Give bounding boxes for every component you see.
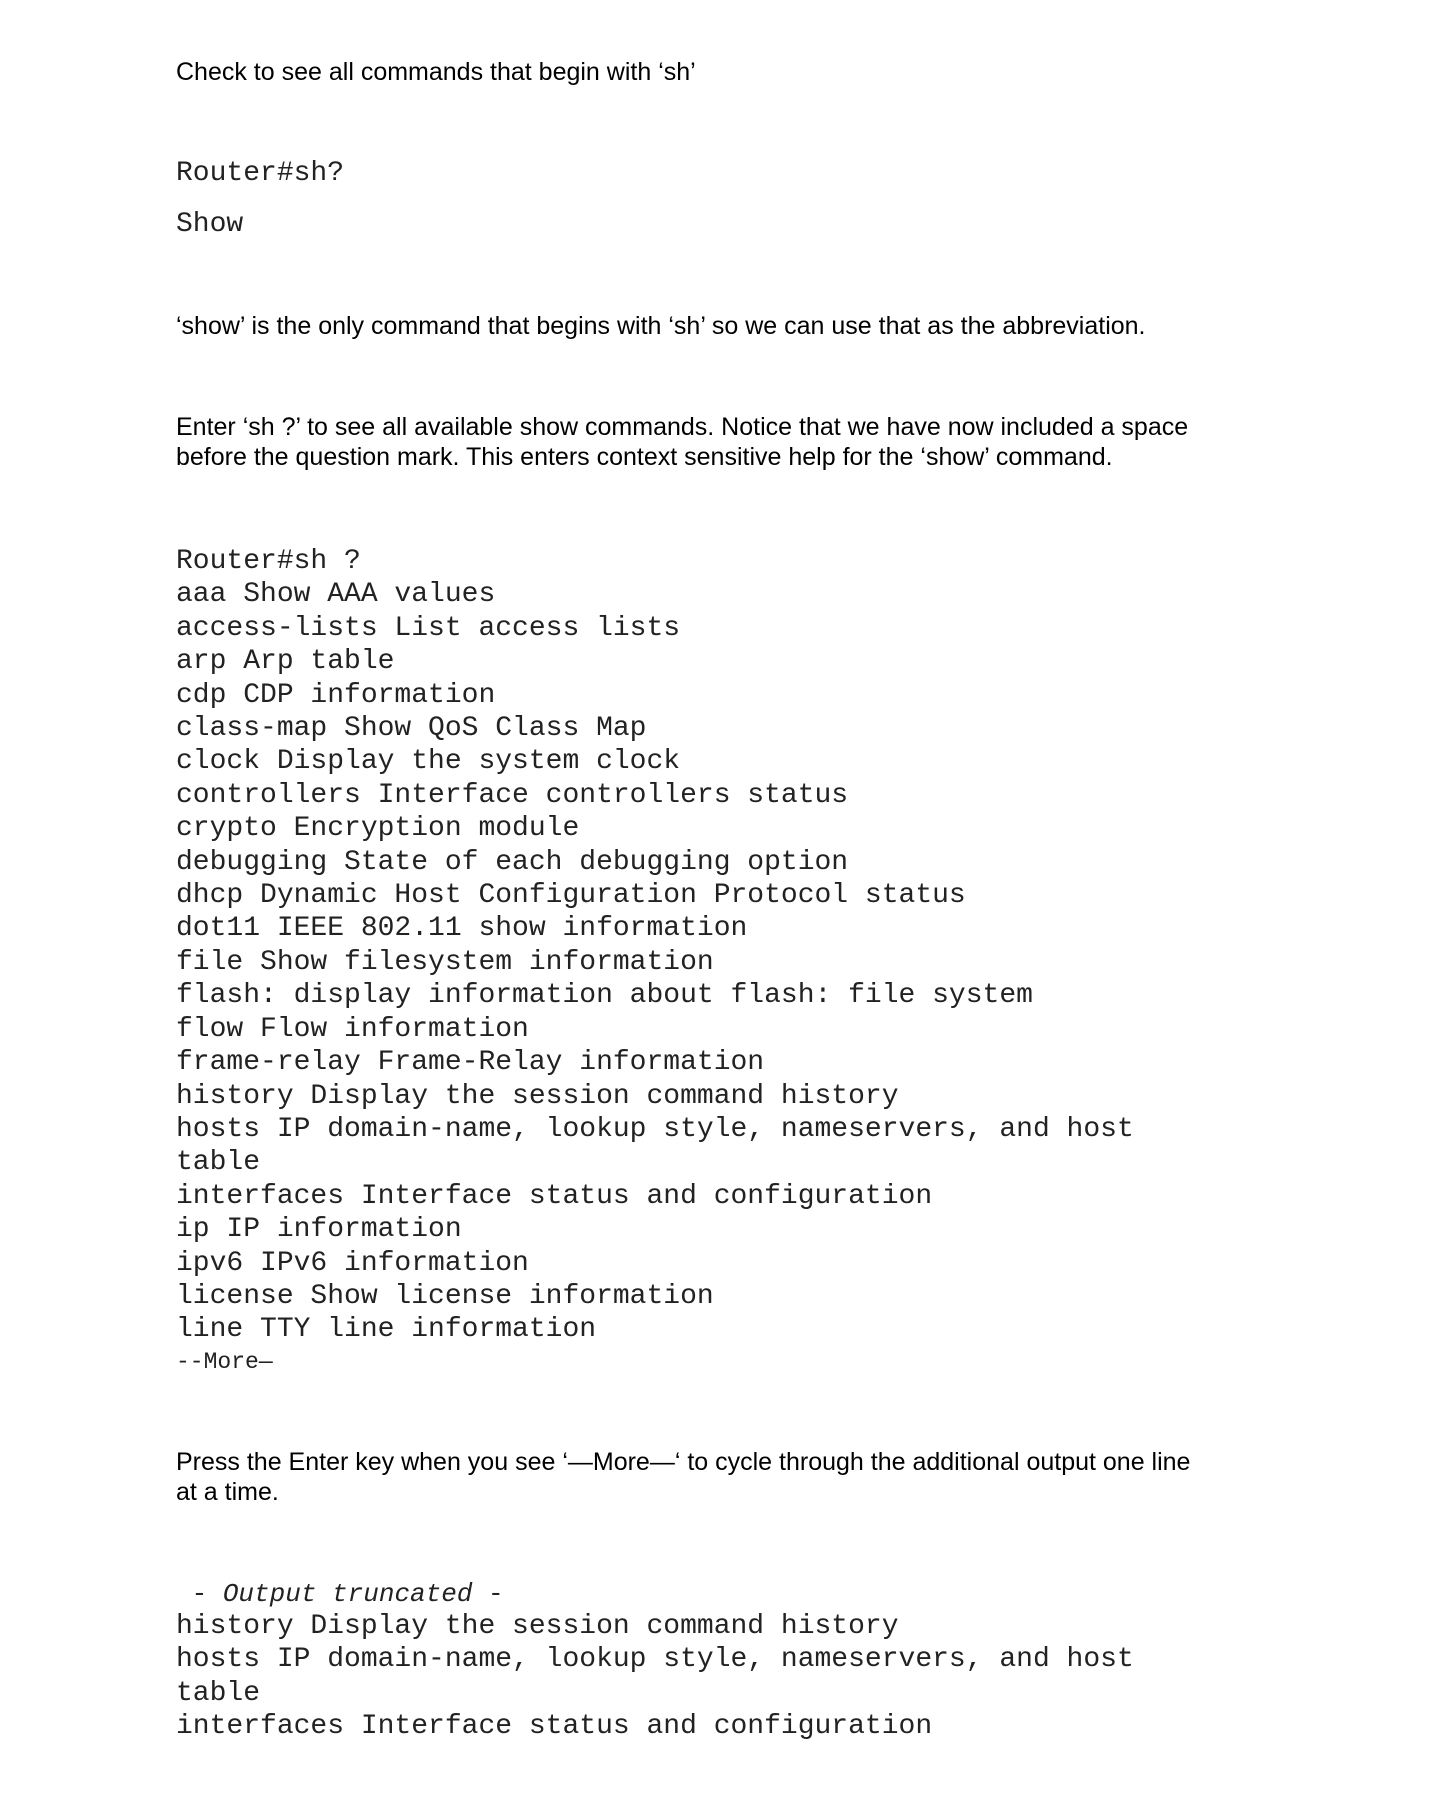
truncated-output	[176, 1578, 1134, 1744]
listing-line: ipv6 IPv6 information	[176, 1247, 529, 1279]
show-command-listing	[176, 545, 1134, 1377]
listing-line: arp Arp table	[176, 646, 395, 678]
listing-line: table	[176, 1147, 261, 1179]
listing-line: access-lists List access lists	[176, 612, 681, 644]
truncation-dash-left: -	[176, 1579, 223, 1609]
listing-line: flow Flow information	[176, 1013, 529, 1045]
instruction-line-2: before the question mark. This enters context sensitive help for the ‘show’ command.	[176, 443, 1113, 471]
first-command-result: Show	[176, 209, 244, 240]
listing-line: interfaces Interface status and configuration	[176, 1180, 933, 1212]
listing-line: class-map Show QoS Class Map	[176, 713, 647, 745]
truncated-line: history Display the session command history	[176, 1611, 899, 1642]
explanation-text: ‘show’ is the only command that begins with ‘sh’ so we can use that as the abbreviation.	[176, 312, 1146, 340]
listing-line: dot11 IEEE 802.11 show information	[176, 913, 748, 945]
listing-line: line TTY line information	[176, 1314, 597, 1346]
first-command-prompt: Router#sh?	[176, 158, 345, 189]
listing-line: license Show license information	[176, 1280, 714, 1312]
truncation-label: Output truncated	[222, 1579, 473, 1609]
more-prompt: --More—	[176, 1348, 273, 1375]
listing-line: debugging State of each debugging option	[176, 846, 849, 878]
listing-line: ip IP information	[176, 1214, 462, 1246]
truncation-dash-right: -	[472, 1579, 504, 1609]
instruction-paragraph	[176, 412, 1188, 472]
intro-text: Check to see all commands that begin with ‘sh’	[176, 58, 696, 86]
listing-line: aaa Show AAA values	[176, 579, 496, 611]
listing-line: frame-relay Frame-Relay information	[176, 1047, 765, 1079]
listing-line: clock Display the system clock	[176, 746, 681, 778]
truncated-line: hosts IP domain-name, lookup style, nameservers, and host	[176, 1644, 1134, 1676]
truncated-line: interfaces Interface status and configuration	[176, 1711, 933, 1743]
truncated-line: table	[176, 1677, 261, 1709]
listing-line: file Show filesystem information	[176, 946, 714, 978]
listing-line: crypto Encryption module	[176, 813, 580, 845]
truncation-marker	[176, 1578, 1134, 1610]
listing-prompt: Router#sh ?	[176, 546, 361, 577]
listing-line: dhcp Dynamic Host Configuration Protocol status	[176, 880, 966, 912]
listing-line: history Display the session command history	[176, 1080, 899, 1112]
listing-line: controllers Interface controllers status	[176, 779, 849, 811]
listing-line: hosts IP domain-name, lookup style, nameservers, and host	[176, 1113, 1134, 1145]
instruction-line-1: Enter ‘sh ?’ to see all available show commands. Notice that we have now included a space	[176, 413, 1189, 441]
enter-note-line-2: at a time.	[176, 1478, 279, 1506]
enter-note-paragraph	[176, 1447, 1190, 1507]
listing-line: cdp CDP information	[176, 679, 496, 711]
listing-line: flash: display information about flash: file system	[176, 980, 1033, 1012]
enter-note-line-1: Press the Enter key when you see ‘—More—‘ to cycle through the additional output one line	[176, 1448, 1191, 1476]
